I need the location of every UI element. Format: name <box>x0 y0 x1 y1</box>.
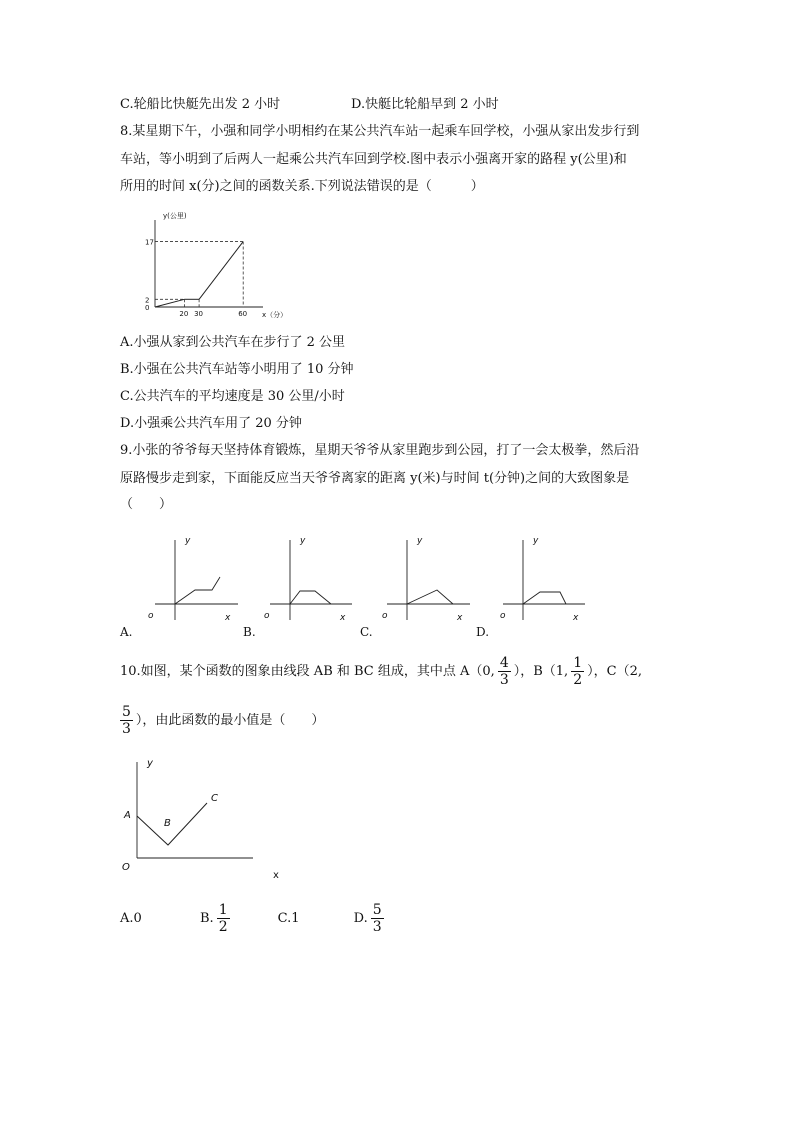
q10-point-b-label: B <box>164 818 171 829</box>
q10-option-d-prefix: D. <box>353 911 368 926</box>
q9-graph-c-origin-label: o <box>382 611 388 621</box>
q10-point-b-num: 1 <box>573 655 583 671</box>
q8-x-tick-label: 30 <box>194 310 204 318</box>
q8-y-tick-label: 0 <box>145 304 150 312</box>
q7-option-d: D.快艇比轮船早到 2 小时 <box>351 97 499 112</box>
q10-option-b-fraction <box>217 902 230 935</box>
q8-text-line-1: 8.某星期下午，小强和同学小明相约在某公共汽车站一起乘车回学校，小强从家出发步行到 <box>120 124 640 139</box>
q10-point-c-label: C <box>211 793 218 804</box>
q9-graph-b-x-label: x <box>340 613 346 623</box>
q9-option-d-letter: D. <box>476 625 490 639</box>
q8-y-axis-label: y(公里) <box>163 212 187 220</box>
q8-text-line-3: 所用的时间 x(分)之间的函数关系.下列说法错误的是（ ） <box>120 179 484 194</box>
q10-text-line-2 <box>120 699 324 743</box>
q10-option-a: A.0 <box>120 911 142 926</box>
q10-text-prefix: 10.如图，某个函数的图象由线段 AB 和 BC 组成，其中点 A（0, <box>120 664 495 679</box>
q9-graph-b-y-label: y <box>300 536 306 546</box>
q9-text-line-1: 9.小张的爷爷每天坚持体育锻炼，星期天爷爷从家里跑步到公园，打了一会太极拳，然后沿 <box>120 443 640 458</box>
q10-text-suffix: ），由此函数的最小值是（ ） <box>135 713 325 728</box>
q9-graph-a-x-label: x <box>225 613 231 623</box>
q9-graph-c-y-label: y <box>417 536 423 546</box>
q9-graph-d <box>500 536 585 623</box>
q10-point-a-den: 3 <box>499 672 509 688</box>
q9-graph-d-x-label: x <box>573 613 579 623</box>
q10-option-b-den: 2 <box>218 919 228 935</box>
q9-graph-d-origin-label: o <box>500 611 506 621</box>
q8-x-tick-label: 60 <box>238 310 248 318</box>
q9-text-line-2: 原路慢步走到家，下面能反应当天爷爷离家的距离 y(米)与时间 t(分钟)之间的大致图象是 <box>120 471 630 486</box>
q9-graph-c-x-label: x <box>457 613 463 623</box>
q9-graph-d-curve <box>523 592 566 604</box>
q8-option-b: B.小强在公共汽车站等小明用了 10 分钟 <box>120 362 354 377</box>
q8-y-tick-label: 2 <box>145 296 150 305</box>
q8-option-c: C.公共汽车的平均速度是 30 公里/小时 <box>120 389 345 404</box>
q9-graph-a <box>148 536 238 623</box>
q10-point-c-num: 5 <box>122 704 131 720</box>
q9-option-c-letter: C. <box>360 625 373 639</box>
q8-line-segment-1 <box>155 299 184 307</box>
q10-origin-label: O <box>122 862 130 873</box>
q10-point-a-fraction <box>498 655 511 688</box>
q9-graph-b <box>264 536 352 623</box>
q8-y-tick-label: 17 <box>145 238 154 247</box>
q8-option-d: D.小强乘公共汽车用了 20 分钟 <box>120 416 302 431</box>
q10-point-c-fraction <box>120 704 133 737</box>
q10-point-c-prefix: ），C（2, <box>587 664 642 679</box>
q10-options <box>120 897 387 941</box>
q10-point-b-prefix: ），B（1, <box>513 664 569 679</box>
q10-point-a-num: 4 <box>499 655 509 671</box>
q9-graph-c-curve <box>407 590 453 604</box>
q9-option-a-letter: A. <box>120 625 133 639</box>
q10-option-d-den: 3 <box>372 919 382 935</box>
q10-point-b-den: 2 <box>573 672 583 688</box>
q9-graph-d-y-label: y <box>533 536 539 546</box>
q8-x-tick-label: 20 <box>179 310 189 318</box>
q10-text-line-1 <box>120 650 642 694</box>
q9-graph-a-y-label: y <box>185 536 191 546</box>
q10-y-label: y <box>147 758 153 769</box>
q8-x-axis-label: x（分） <box>262 311 288 319</box>
q10-point-c-den: 3 <box>122 721 131 737</box>
q9-graph-b-origin-label: o <box>264 611 270 621</box>
q10-option-d-num: 5 <box>372 902 382 918</box>
q9-graph-a-curve <box>175 577 220 604</box>
q10-point-b-fraction <box>571 655 584 688</box>
q10-option-b-prefix: B. <box>200 911 214 926</box>
q10-option-c: C.1 <box>277 911 300 926</box>
q9-graph-a-origin-label: o <box>148 611 154 621</box>
q8-text-line-2: 车站，等小明到了后两人一起乘公共汽车回到学校.图中表示小强离开家的路程 y(公里)和 <box>120 152 627 167</box>
q9-graph-c <box>382 536 470 623</box>
q7-option-c: C.轮船比快艇先出发 2 小时 <box>120 97 281 112</box>
q10-function-curve <box>137 803 207 845</box>
q9-text-line-3: （ ） <box>120 497 173 512</box>
q9-option-b-letter: B. <box>243 625 256 639</box>
q10-x-label: x <box>273 870 279 881</box>
q10-option-d-fraction <box>371 902 384 935</box>
q8-option-a: A.小强从家到公共汽车在步行了 2 公里 <box>120 335 346 350</box>
q10-option-b-num: 1 <box>218 902 228 918</box>
q10-point-a-label: A <box>124 810 131 821</box>
q9-graph-b-curve <box>290 591 331 604</box>
q8-line-segment-3 <box>199 242 243 300</box>
